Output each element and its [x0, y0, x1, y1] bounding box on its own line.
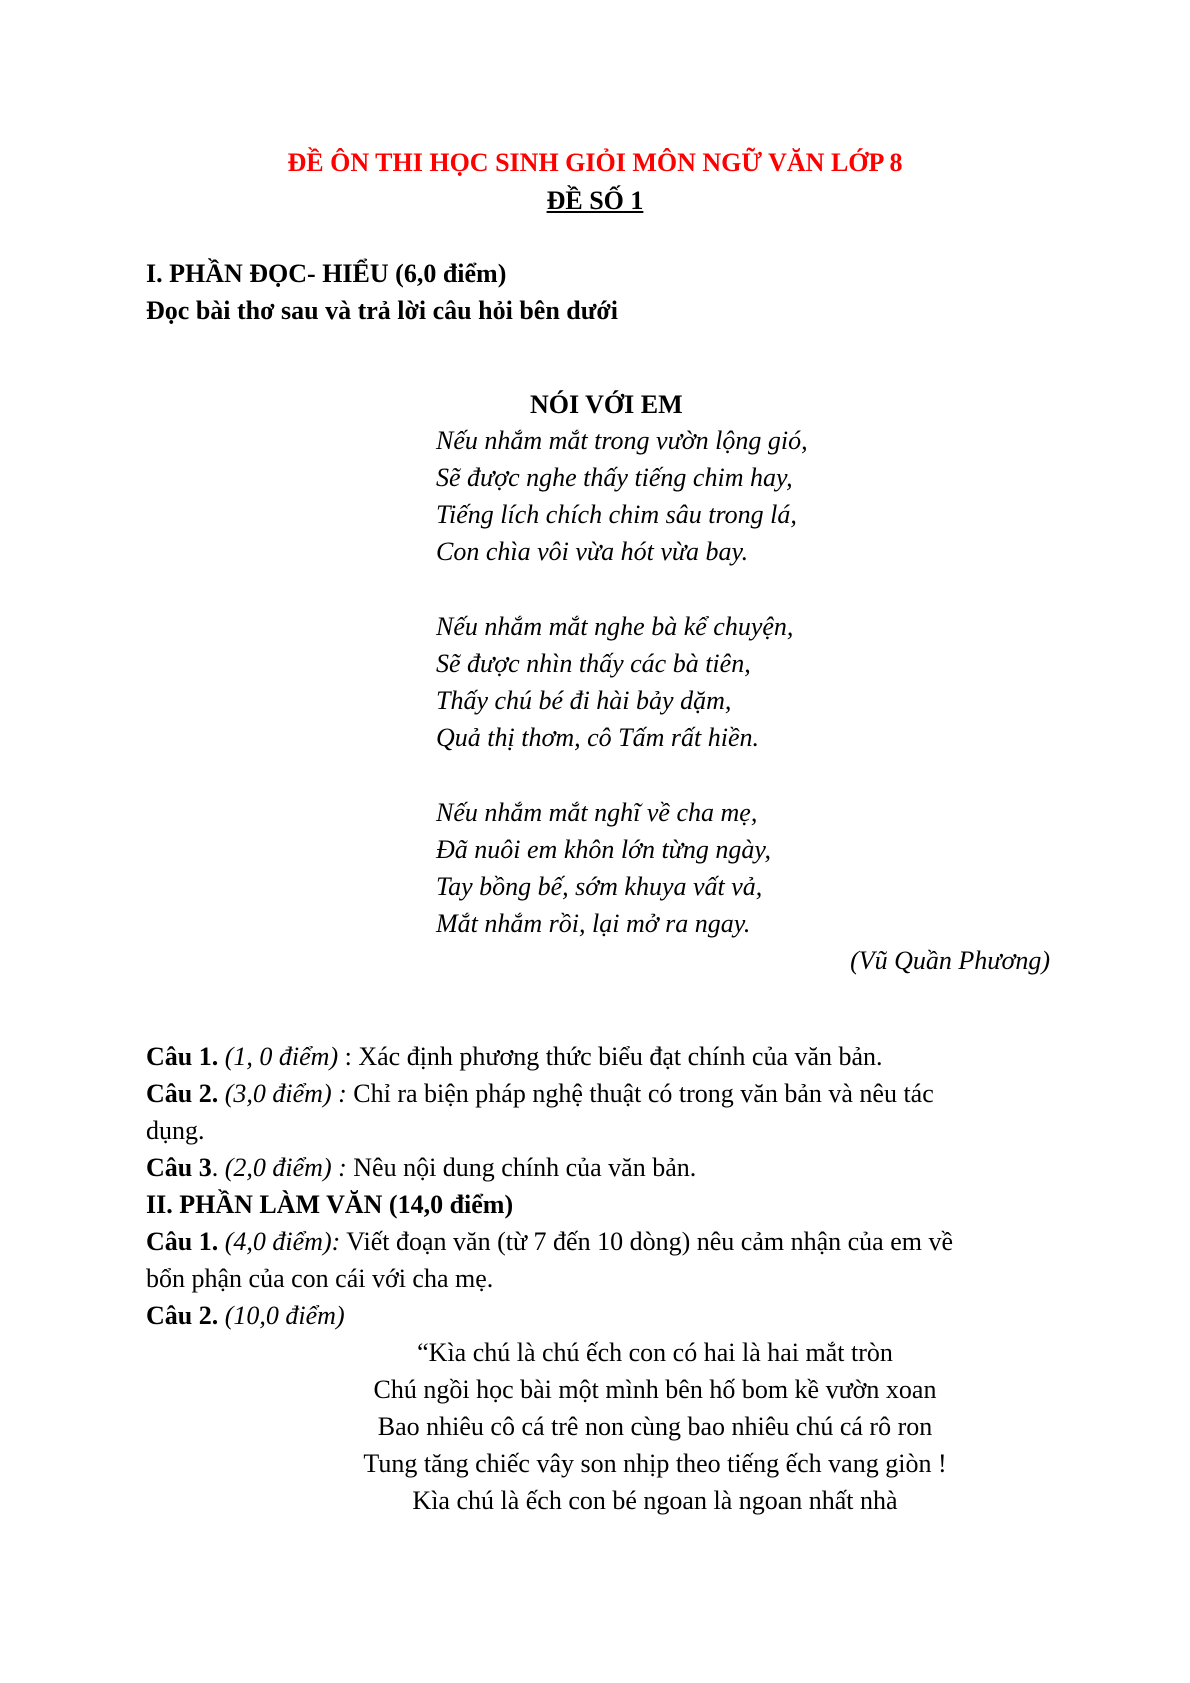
essay-question-1-continued: bổn phận của con cái với cha mẹ. — [146, 1264, 494, 1293]
question-label: Câu 1. — [146, 1042, 219, 1071]
poem-line: Sẽ được nghe thấy tiếng chim hay, — [436, 463, 793, 492]
question-text: Chỉ ra biện pháp nghệ thuật có trong văn bản và nêu tác — [346, 1079, 934, 1108]
poem-line: Nếu nhắm mắt nghe bà kể chuyện, — [436, 612, 794, 641]
question-label: Câu 3 — [146, 1153, 212, 1182]
question-points: (1, 0 điểm) — [224, 1042, 339, 1071]
song-line: Tung tăng chiếc vây son nhịp theo tiếng ếch vang giòn ! — [363, 1449, 947, 1478]
part1-instruction: Đọc bài thơ sau và trả lời câu hỏi bên dưới — [146, 296, 618, 325]
song-line: Chú ngồi học bài một mình bên hố bom kề vườn xoan — [373, 1375, 937, 1404]
song-line: Kìa chú là ếch con bé ngoan là ngoan nhất nhà — [412, 1486, 898, 1515]
part2-heading: II. PHẦN LÀM VĂN (14,0 điểm) — [146, 1190, 514, 1219]
poem-line: Thấy chú bé đi hài bảy dặm, — [436, 686, 732, 715]
essay-question-2 — [146, 1299, 345, 1333]
poem-line: Tiếng lích chích chim sâu trong lá, — [436, 500, 797, 529]
question-points: (10,0 điểm) — [224, 1301, 345, 1330]
poem-line: Nếu nhắm mắt trong vườn lộng gió, — [436, 426, 808, 455]
question-points: (3,0 điểm) : — [224, 1079, 347, 1108]
question-label: Câu 1. — [146, 1227, 219, 1256]
poem-line: Mắt nhắm rồi, lại mở ra ngay. — [436, 909, 751, 938]
question-label: Câu 2. — [146, 1301, 219, 1330]
exam-number: ĐỀ SỐ 1 — [546, 186, 644, 215]
poem-title: NÓI VỚI EM — [530, 390, 683, 419]
question-text: Viết đoạn văn (từ 7 đến 10 dòng) nêu cảm nhận của em về — [340, 1227, 954, 1256]
poem-line: Sẽ được nhìn thấy các bà tiên, — [436, 649, 751, 678]
question-2 — [146, 1077, 934, 1111]
question-3 — [146, 1151, 696, 1185]
question-text: : Xác định phương thức biểu đạt chính của văn bản. — [338, 1042, 883, 1071]
song-line: “Kìa chú là chú ếch con có hai là hai mắt tròn — [417, 1338, 893, 1367]
poem-author: (Vũ Quần Phương) — [850, 946, 1050, 975]
question-1 — [146, 1040, 883, 1074]
document-title: ĐỀ ÔN THI HỌC SINH GIỎI MÔN NGỮ VĂN LỚP 8 — [287, 148, 903, 177]
poem-line: Tay bồng bế, sớm khuya vất vả, — [436, 872, 763, 901]
question-2-continued: dụng. — [146, 1116, 205, 1145]
poem-line: Nếu nhắm mắt nghĩ về cha mẹ, — [436, 798, 758, 827]
part1-heading: I. PHẦN ĐỌC- HIỂU (6,0 điểm) — [146, 259, 507, 288]
question-dot: . — [211, 1153, 219, 1182]
question-text: Nêu nội dung chính của văn bản. — [346, 1153, 697, 1182]
poem-line: Đã nuôi em khôn lớn từng ngày, — [436, 835, 771, 864]
question-points: (4,0 điểm): — [224, 1227, 341, 1256]
question-label: Câu 2. — [146, 1079, 219, 1108]
poem-line: Quả thị thơm, cô Tấm rất hiền. — [436, 723, 759, 752]
question-points: (2,0 điểm) : — [224, 1153, 347, 1182]
poem-line: Con chìa vôi vừa hót vừa bay. — [436, 537, 749, 566]
song-line: Bao nhiêu cô cá trê non cùng bao nhiêu chú cá rô ron — [377, 1412, 933, 1441]
essay-question-1 — [146, 1225, 953, 1259]
